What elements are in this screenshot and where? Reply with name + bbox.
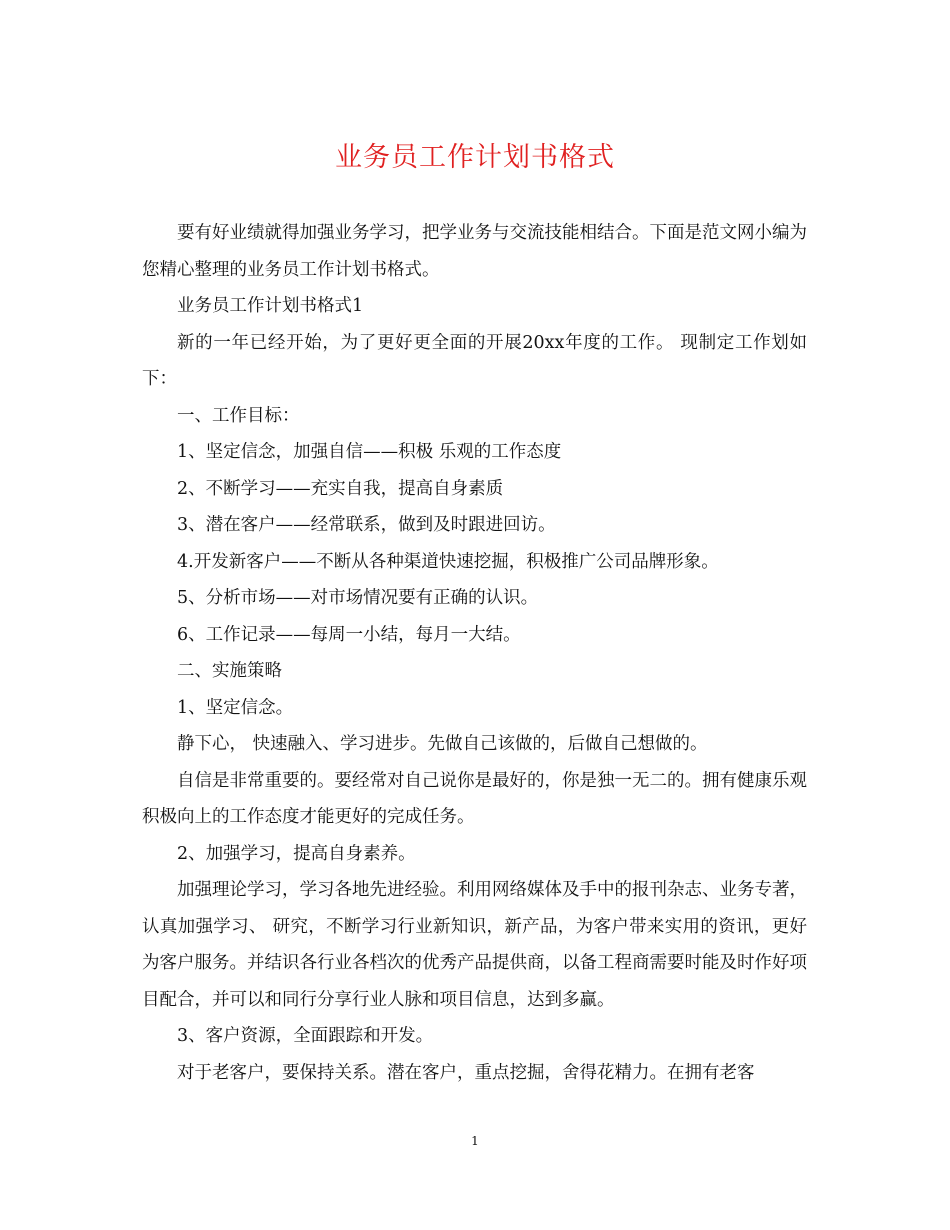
heading-strategy: 二、实施策略 [177, 661, 282, 681]
goal-item-1: 1、坚定信念，加强自信——积极 乐观的工作态度 [177, 442, 562, 462]
page-number: 1 [471, 1134, 479, 1148]
paragraph-study: 加强理论学习，学习各地先进经验。利用网络媒体及手中的报刊杂志、业务专著，认真加强学习、 研究，不断学习行业新知识，新产品，为客户带来实用的资讯，更好为客户服务。并结识各行业各档次的优秀产品提供商，以备工程商需要时能及时作好项目配合，并可以和同行分享行业人脉和项目信息，达到多赢。 [142, 880, 807, 1010]
paragraph-intro: 要有好业绩就得加强业务学习，把学业务与交流技能相结合。下面是范文网小编为您精心整理的业务员工作计划书格式。 [142, 223, 807, 280]
strategy-item-2: 2、加强学习，提高自身素养。 [177, 843, 416, 864]
strategy-item-1: 1、坚定信念。 [177, 697, 294, 718]
goal-item-2: 2、不断学习——充实自我，提高自身素质 [177, 478, 504, 499]
paragraph-confidence: 自信是非常重要的。要经常对自己说你是最好的，你是独一无二的。拥有健康乐观积极向上的工作态度才能更好的完成任务。 [142, 770, 807, 827]
goal-item-4: 4.开发新客户——不断从各种渠道快速挖掘，积极推广公司品牌形象。 [177, 551, 719, 572]
heading-work-goals: 一、工作目标： [177, 405, 300, 426]
goal-item-6: 6、工作记录——每周一小结，每月一大结。 [177, 624, 521, 645]
paragraph-old-clients: 对于老客户，要保持关系。潜在客户，重点挖掘，舍得花精力。在拥有老客 [177, 1062, 755, 1083]
paragraph-new-year: 新的一年已经开始，为了更好更全面的开展20xx年度的工作。 现制定工作划如下： [142, 332, 807, 389]
goal-item-3: 3、潜在客户——经常联系，做到及时跟进回访。 [177, 515, 556, 535]
document-title: 业务员工作计划书格式 [335, 142, 615, 173]
section-heading-plan-1: 业务员工作计划书格式1 [177, 296, 364, 316]
strategy-item-3: 3、客户资源，全面跟踪和开发。 [177, 1026, 434, 1046]
document-body [142, 215, 807, 1091]
goal-item-5: 5、分析市场——对市场情况要有正确的认识。 [177, 588, 539, 608]
paragraph-calm: 静下心， 快速融入、学习进步。先做自己该做的，后做自己想做的。 [177, 734, 708, 754]
